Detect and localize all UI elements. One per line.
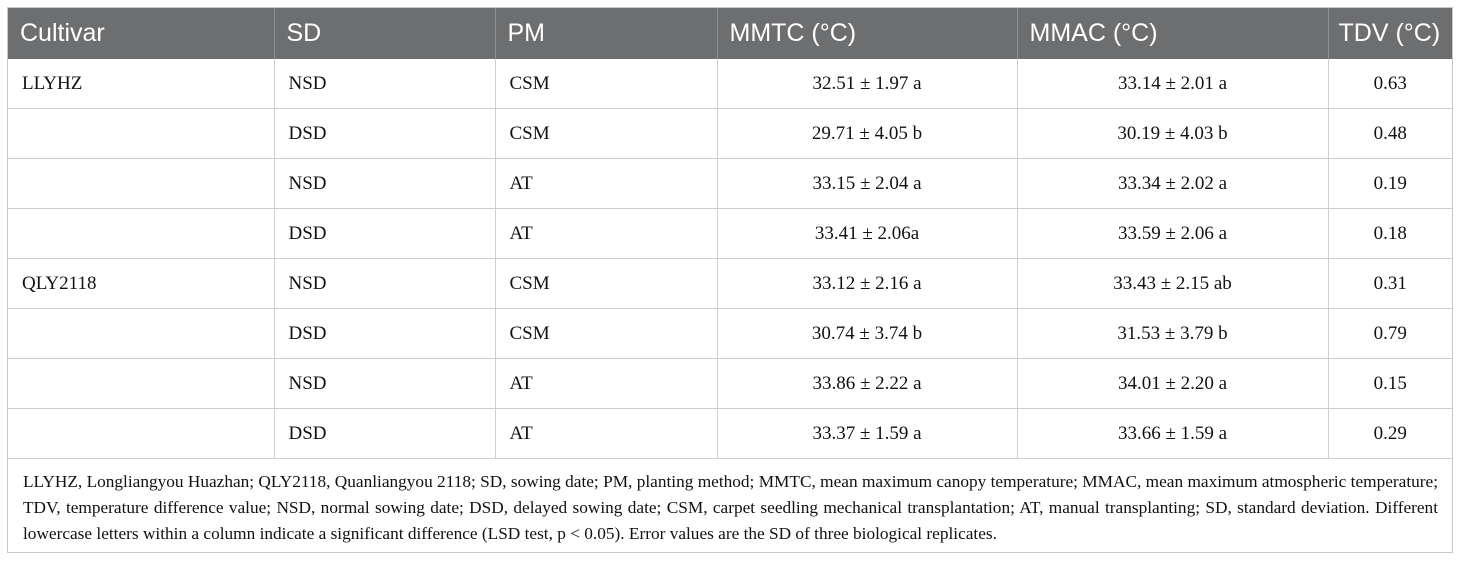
table-row — [8, 209, 1452, 259]
cell-sd: NSD — [274, 59, 495, 109]
cell-cultivar: LLYHZ — [8, 59, 274, 109]
cell-tdv: 0.79 — [1328, 309, 1452, 359]
cell-mmtc: 33.12 ± 2.16 a — [717, 259, 1017, 309]
cell-pm: CSM — [495, 309, 717, 359]
table-row — [8, 409, 1452, 459]
table-container — [7, 7, 1453, 553]
cell-pm: CSM — [495, 259, 717, 309]
cell-tdv: 0.63 — [1328, 59, 1452, 109]
table-row — [8, 259, 1452, 309]
cell-tdv: 0.31 — [1328, 259, 1452, 309]
cell-mmac: 33.66 ± 1.59 a — [1017, 409, 1328, 459]
cell-tdv: 0.29 — [1328, 409, 1452, 459]
data-table — [8, 8, 1452, 459]
cell-sd: NSD — [274, 259, 495, 309]
table-row — [8, 109, 1452, 159]
cell-cultivar — [8, 209, 274, 259]
cell-cultivar — [8, 309, 274, 359]
cell-tdv: 0.18 — [1328, 209, 1452, 259]
cell-mmac: 31.53 ± 3.79 b — [1017, 309, 1328, 359]
cell-mmtc: 33.15 ± 2.04 a — [717, 159, 1017, 209]
table-row — [8, 359, 1452, 409]
cell-pm: AT — [495, 159, 717, 209]
header-row — [8, 8, 1452, 59]
cell-mmac: 30.19 ± 4.03 b — [1017, 109, 1328, 159]
header-mmac: MMAC (°C) — [1017, 8, 1328, 59]
cell-mmtc: 33.37 ± 1.59 a — [717, 409, 1017, 459]
cell-mmac: 33.59 ± 2.06 a — [1017, 209, 1328, 259]
cell-sd: NSD — [274, 359, 495, 409]
cell-pm: CSM — [495, 109, 717, 159]
cell-sd: DSD — [274, 409, 495, 459]
cell-mmtc: 30.74 ± 3.74 b — [717, 309, 1017, 359]
cell-mmac: 33.43 ± 2.15 ab — [1017, 259, 1328, 309]
cell-mmtc: 32.51 ± 1.97 a — [717, 59, 1017, 109]
header-cultivar: Cultivar — [8, 8, 274, 59]
table-row — [8, 59, 1452, 109]
cell-sd: DSD — [274, 109, 495, 159]
cell-mmac: 33.14 ± 2.01 a — [1017, 59, 1328, 109]
cell-cultivar — [8, 359, 274, 409]
cell-mmac: 33.34 ± 2.02 a — [1017, 159, 1328, 209]
cell-mmac: 34.01 ± 2.20 a — [1017, 359, 1328, 409]
cell-pm: AT — [495, 409, 717, 459]
cell-tdv: 0.15 — [1328, 359, 1452, 409]
cell-pm: AT — [495, 359, 717, 409]
cell-sd: DSD — [274, 309, 495, 359]
cell-mmtc: 33.86 ± 2.22 a — [717, 359, 1017, 409]
cell-cultivar — [8, 109, 274, 159]
cell-mmtc: 33.41 ± 2.06a — [717, 209, 1017, 259]
header-mmtc: MMTC (°C) — [717, 8, 1017, 59]
header-sd: SD — [274, 8, 495, 59]
cell-cultivar — [8, 159, 274, 209]
header-tdv: TDV (°C) — [1328, 8, 1452, 59]
cell-mmtc: 29.71 ± 4.05 b — [717, 109, 1017, 159]
cell-pm: AT — [495, 209, 717, 259]
cell-tdv: 0.48 — [1328, 109, 1452, 159]
cell-sd: DSD — [274, 209, 495, 259]
cell-cultivar: QLY2118 — [8, 259, 274, 309]
cell-pm: CSM — [495, 59, 717, 109]
cell-tdv: 0.19 — [1328, 159, 1452, 209]
table-footnote: LLYHZ, Longliangyou Huazhan; QLY2118, Quanliangyou 2118; SD, sowing date; PM, planting method; MMTC, mean maximum canopy temperature; MMAC, mean maximum atmospheric temperature; TDV, temperature difference value; NSD, normal sowing date; DSD, delayed sowing date; CSM, carpet seedling mechanical transplantation; AT, manual transplanting; SD, standard deviation. Different lowercase letters within a column indicate a significant difference (LSD test, p < 0.05). Error values are the SD of three biological replicates. — [23, 472, 1438, 543]
table-row — [8, 159, 1452, 209]
cell-cultivar — [8, 409, 274, 459]
header-pm: PM — [495, 8, 717, 59]
table-row — [8, 309, 1452, 359]
cell-sd: NSD — [274, 159, 495, 209]
